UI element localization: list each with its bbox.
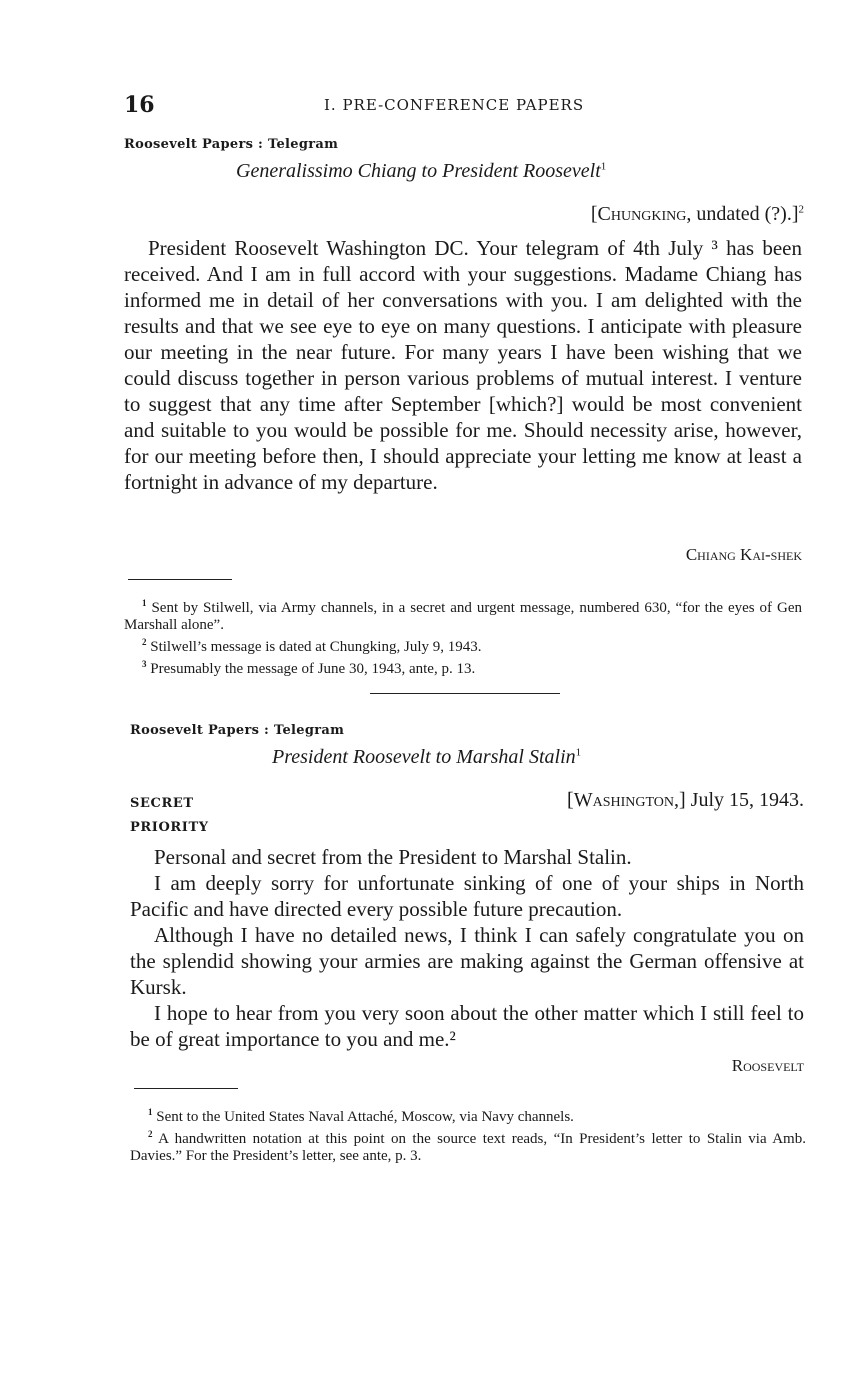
doc1-footnotes — [124, 595, 802, 678]
doc2-footnote-1 — [130, 1104, 806, 1126]
doc2-dateline-rest: ,] July 15, 1943. — [674, 789, 804, 811]
doc2-paragraph: I hope to hear from you very soon about the other matter which I still feel to be of great importance to you and me.² — [130, 1001, 804, 1051]
doc2-footnote-text: A handwritten notation at this point on the source text reads, “In President’s letter to Stalin via Amb. Davies.” For the President’s letter, see ante, p. 3. — [130, 1131, 806, 1164]
doc2-footnote-mark: 2 — [148, 1129, 153, 1139]
doc2-paragraph: Although I have no detailed news, I think I can safely congratulate you on the splendid showing your armies are making against the German offensive at Kursk. — [130, 923, 804, 999]
doc2-body — [130, 844, 804, 1052]
doc2-footnote-mark: 1 — [148, 1107, 153, 1117]
doc1-paragraph: President Roosevelt Washington DC. Your telegram of 4th July ³ has been received. And I am in full accord with your suggestions. Madame Chiang has informed me in detail of her conversations with you. I am delighted with the results and that we see eye to eye on many questions. I anticipate with pleasure our meeting in the near future. For many years I have been wishing that we could discuss together in person various problems of mutual interest. I venture to suggest that any time after September [which?] would be most convenient and suitable to you would be possible for me. Should necessity arise, however, for our meeting before then, I should appreciate your letting me know at least a fortnight in advance of my departure. — [124, 236, 802, 494]
doc1-dateline-rest: , undated (?).] — [686, 203, 799, 225]
doc1-footnote-rule — [128, 579, 232, 580]
doc1-dateline: [Chungking, undated (?).]$^2$ — [590, 203, 804, 225]
doc2-signature: Roosevelt — [731, 1056, 804, 1075]
doc2-source: Roosevelt Papers : Telegram — [130, 723, 345, 738]
doc1-source: Roosevelt Papers : Telegram — [124, 137, 339, 152]
doc1-title — [236, 160, 606, 183]
doc2-title-text: President Roosevelt to Marshal Stalin — [272, 746, 576, 768]
doc2-footnote-2 — [130, 1126, 806, 1165]
doc1-title-note: 1 — [600, 160, 607, 173]
doc2-dateline: [Washington,] July 15, 1943. — [567, 789, 804, 811]
section-divider — [370, 693, 560, 694]
running-head: I. PRE-CONFERENCE PAPERS — [324, 96, 585, 114]
doc1-footnote-mark: 3 — [142, 659, 147, 669]
doc2-paragraph: Personal and secret from the President to Marshal Stalin. — [154, 845, 632, 869]
doc1-footnote-1 — [124, 595, 802, 634]
doc1-dateline-place: Chungking — [597, 203, 687, 225]
doc1-title-text: Generalissimo Chiang to President Roosevelt — [236, 160, 601, 182]
doc2-title-note: 1 — [575, 746, 582, 759]
doc2-paragraph: I am deeply sorry for unfortunate sinking of one of your ships in North Pacific and have directed every possible future precaution. — [130, 871, 804, 921]
doc1-footnote-mark: 1 — [142, 598, 147, 608]
doc1-footnote-3 — [124, 656, 802, 678]
doc2-footnotes — [130, 1104, 806, 1165]
doc1-footnote-text: Sent by Stilwell, via Army channels, in a secret and urgent message, numbered 630, “for the eyes of Gen Marshall alone”. — [124, 600, 803, 633]
doc1-dateline-note: 2 — [798, 203, 804, 216]
doc1-footnote-mark: 2 — [142, 637, 147, 647]
doc2-footnote-text: Sent to the United States Naval Attaché, Moscow, via Navy channels. — [156, 1109, 574, 1125]
doc1-signature: Chiang Kai-shek — [685, 545, 802, 564]
doc1-footnote-text: Presumably the message of June 30, 1943, ante, p. 13. — [150, 661, 476, 677]
doc2-classification-priority: PRIORITY — [130, 820, 209, 835]
doc1-body — [124, 235, 802, 495]
doc2-classification-secret: SECRET — [130, 796, 194, 811]
doc2-footnote-rule — [134, 1088, 238, 1089]
page-number: 16 — [124, 92, 155, 118]
doc1-footnote-2 — [124, 634, 802, 656]
doc2-dateline-place: Washington — [573, 789, 674, 811]
doc1-footnote-text: Stilwell’s message is dated at Chungking, July 9, 1943. — [150, 639, 482, 655]
doc2-title — [272, 746, 581, 769]
